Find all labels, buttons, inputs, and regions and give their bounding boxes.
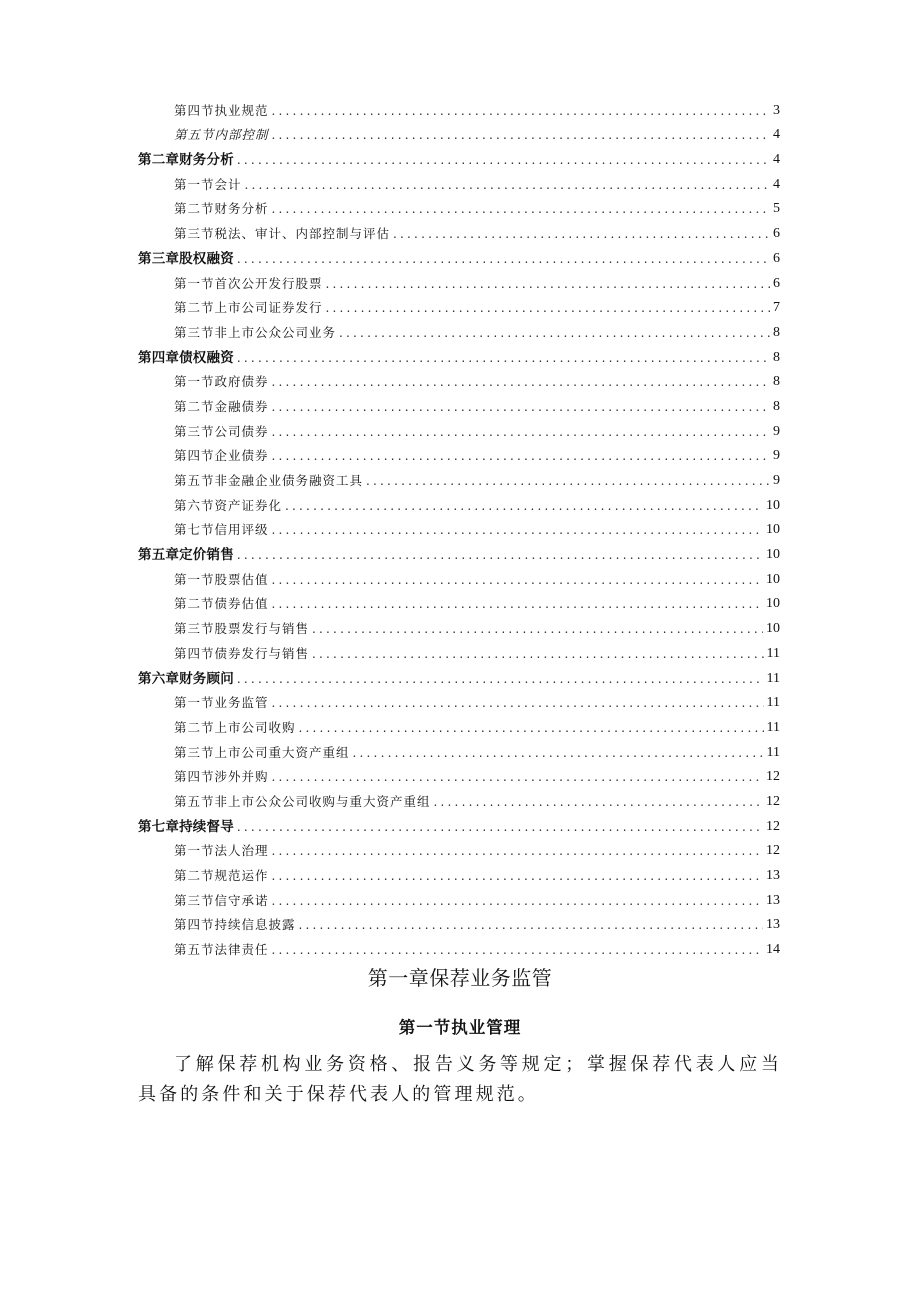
toc-section-entry[interactable] [138,612,780,637]
toc-dot-leader [299,917,763,933]
toc-page-number: 14 [766,942,780,958]
toc-entry-label: 第五节非金融企业债务融资工具 [174,473,364,488]
toc-dot-leader [237,547,763,563]
toc-dot-leader [272,374,770,390]
toc-entry-label: 第四节执业规范 [174,102,269,118]
toc-page-number: 12 [766,793,780,809]
toc-section-entry[interactable] [138,835,780,860]
toc-dot-leader [245,177,770,193]
toc-section-entry[interactable] [138,637,780,662]
toc-section-entry[interactable] [138,785,780,810]
toc-dot-leader [272,596,763,612]
toc-entry-label: 第五节非上市公众公司收购与重大资产重组 [174,793,431,809]
toc-section-entry[interactable] [138,168,780,193]
toc-entry-label: 第三节上市公司重大资产重组 [174,744,350,760]
toc-page-number: 11 [766,744,780,760]
toc-section-entry[interactable] [138,415,780,440]
toc-dot-leader [272,399,770,415]
toc-chapter-entry[interactable] [138,810,780,835]
toc-section-entry[interactable] [138,514,780,539]
toc-page-number: 10 [766,497,780,513]
toc-entry-label: 第二节规范运作 [174,868,269,883]
toc-page-number: 10 [766,621,780,637]
toc-page-number: 4 [773,127,780,143]
toc-section-entry[interactable] [138,563,780,588]
toc-dot-leader [285,498,763,514]
toc-dot-leader [272,522,763,538]
body-paragraph: 了解保荐机构业务资格、报告义务等规定；掌握保荐代表人应当具备的条件和关于保荐代表人的管理规范。 [138,1054,782,1105]
toc-page-number: 6 [773,275,780,291]
toc-section-entry[interactable] [138,464,780,489]
toc-dot-leader [237,819,763,835]
toc-dot-leader [326,276,770,292]
toc-section-entry[interactable] [138,217,780,242]
toc-page-number: 9 [773,423,780,439]
toc-page-number: 11 [766,645,780,661]
toc-entry-label: 第一节股票估值 [174,571,269,587]
toc-section-entry[interactable] [138,711,780,736]
toc-entry-label: 第三节非上市公众公司业务 [174,324,337,340]
toc-section-entry[interactable] [138,292,780,317]
toc-chapter-entry[interactable] [138,538,780,563]
toc-entry-label: 第一节法人治理 [174,843,269,859]
toc-entry-label: 第六节资产证券化 [174,497,283,513]
toc-dot-leader [272,424,770,440]
toc-page-number: 8 [773,324,780,340]
toc-section-entry[interactable] [138,884,780,909]
table-of-contents [138,94,780,958]
chapter-heading: 第一章保荐业务监管 [367,966,553,990]
toc-entry-label: 第五节法律责任 [174,942,269,958]
toc-dot-leader [237,251,770,267]
toc-chapter-entry[interactable] [138,143,780,168]
toc-dot-leader [272,843,763,859]
toc-page-number: 12 [766,818,780,834]
toc-dot-leader [434,794,763,810]
toc-section-entry[interactable] [138,736,780,761]
toc-dot-leader [272,127,770,143]
section-heading: 第一节执业管理 [398,1018,522,1037]
toc-entry-label: 第七章持续督导 [138,818,234,835]
toc-page-number: 8 [773,349,780,365]
toc-page-number: 12 [766,769,780,785]
toc-entry-label: 第四章债权融资 [138,349,234,366]
toc-dot-leader [312,621,763,637]
toc-page-number: 8 [773,398,780,414]
toc-page-number: 3 [773,102,780,118]
toc-page-number: 10 [766,596,780,612]
toc-section-entry[interactable] [138,909,780,934]
toc-page-number: 13 [766,892,780,908]
toc-entry-label: 第三节公司债券 [174,423,269,439]
toc-dot-leader [312,646,764,662]
toc-section-entry[interactable] [138,267,780,292]
toc-section-entry[interactable] [138,687,780,712]
toc-section-entry[interactable] [138,859,780,884]
toc-section-entry[interactable] [138,440,780,465]
toc-page-number: 13 [766,917,780,933]
toc-dot-leader [237,152,770,168]
toc-entry-label: 第四节涉外并购 [174,769,269,785]
toc-dot-leader [272,103,770,119]
toc-chapter-entry[interactable] [138,341,780,366]
toc-entry-label: 第六章财务顾问 [138,670,234,687]
toc-dot-leader [272,695,764,711]
toc-dot-leader [272,201,770,217]
toc-entry-label: 第二节上市公司证券发行 [174,300,323,316]
toc-page-number: 10 [766,522,780,538]
toc-page-number: 6 [773,226,780,242]
toc-entry-label: 第二节债券估值 [174,596,269,612]
toc-page-number: 10 [766,571,780,587]
toc-dot-leader [353,745,764,761]
toc-section-entry[interactable] [138,390,780,415]
toc-dot-leader [272,893,763,909]
toc-dot-leader [237,350,770,366]
toc-entry-label: 第五节内部控制 [174,127,269,143]
toc-dot-leader [299,720,764,736]
toc-section-entry[interactable] [138,761,780,786]
toc-dot-leader [393,226,770,242]
toc-page-number: 6 [773,250,780,266]
toc-page-number: 10 [766,547,780,563]
toc-section-entry[interactable] [138,366,780,391]
toc-entry-label: 第三节税法、审计、内部控制与评估 [174,226,391,242]
toc-dot-leader [272,572,763,588]
toc-section-entry[interactable] [138,94,780,119]
toc-chapter-entry[interactable] [138,662,780,687]
toc-section-entry[interactable] [138,119,780,144]
toc-page-number: 7 [773,300,780,316]
toc-dot-leader [326,300,770,316]
toc-entry-label: 第四节企业债券 [174,448,269,464]
toc-section-entry[interactable] [138,489,780,514]
toc-page-number: 4 [773,152,780,168]
toc-entry-label: 第二节金融债券 [174,398,269,414]
toc-page-number: 11 [766,670,780,686]
toc-dot-leader [366,473,770,489]
toc-page-number: 8 [773,374,780,390]
toc-entry-label: 第二章财务分析 [138,152,234,169]
toc-page-number: 5 [773,201,780,217]
toc-entry-label: 第二节财务分析 [174,201,269,217]
toc-entry-label: 第七节信用评级 [174,522,269,538]
toc-entry-label: 第四节债券发行与销售 [174,645,310,661]
toc-dot-leader [237,671,764,687]
toc-entry-label: 第二节上市公司收购 [174,719,296,735]
toc-entry-label: 第一节首次公开发行股票 [174,275,323,291]
toc-dot-leader [272,942,763,958]
toc-page-number: 12 [766,843,780,859]
toc-dot-leader [272,448,770,464]
toc-entry-label: 第三章股权融资 [138,250,234,267]
toc-section-entry[interactable] [138,316,780,341]
toc-chapter-entry[interactable] [138,242,780,267]
toc-section-entry[interactable] [138,933,780,958]
toc-entry-label: 第三节信守承诺 [174,892,269,908]
toc-entry-label: 第一节会计 [174,176,242,192]
toc-entry-label: 第一节政府债券 [174,374,269,390]
toc-page-number: 11 [766,695,780,711]
toc-dot-leader [339,325,770,341]
toc-section-entry[interactable] [138,193,780,218]
toc-entry-label: 第一节业务监管 [174,695,269,711]
toc-dot-leader [272,769,763,785]
toc-dot-leader [272,868,763,884]
toc-entry-label: 第四节持续信息披露 [174,917,296,933]
toc-page-number: 9 [773,448,780,464]
toc-page-number: 9 [773,473,780,488]
toc-page-number: 4 [773,176,780,192]
toc-section-entry[interactable] [138,588,780,613]
toc-entry-label: 第三节股票发行与销售 [174,621,310,637]
toc-entry-label: 第五章定价销售 [138,547,234,564]
toc-page-number: 13 [766,868,780,883]
toc-page-number: 11 [766,719,780,735]
